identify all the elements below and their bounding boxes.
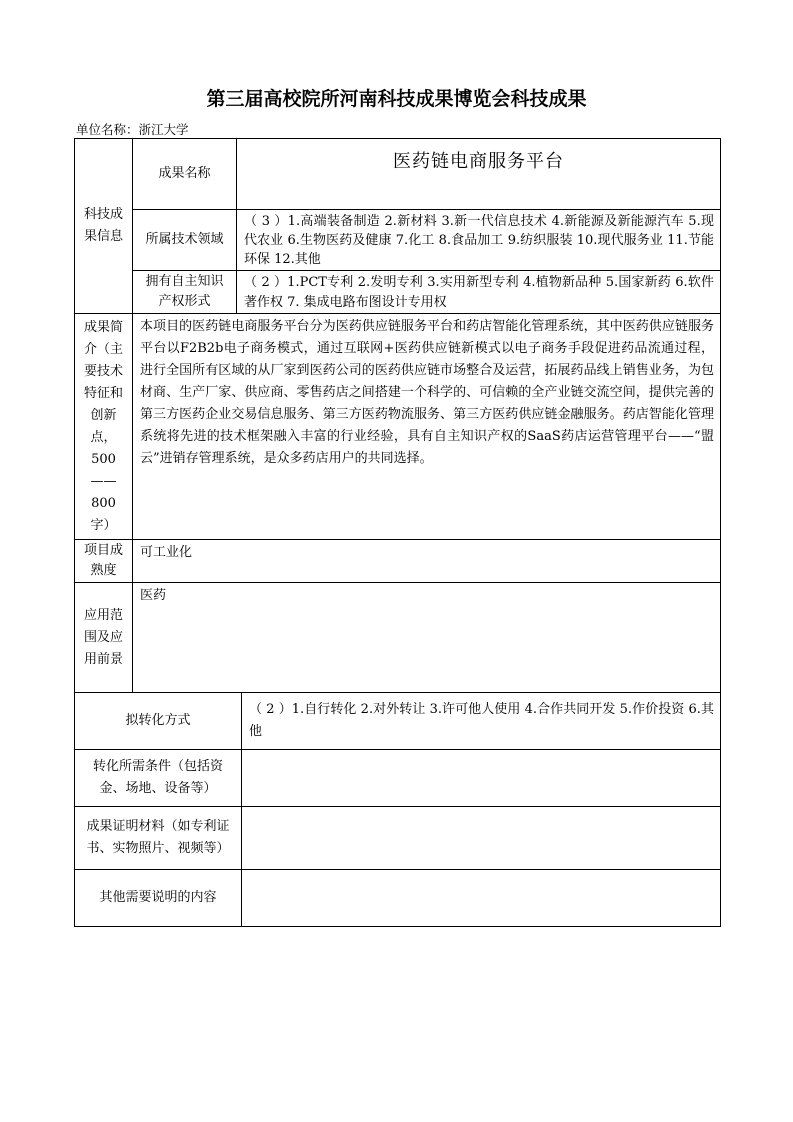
result-name-value: 医药链电商服务平台: [393, 151, 564, 172]
proof-value: [242, 807, 720, 869]
other-label: 其他需要说明的内容: [99, 890, 217, 905]
field-label: 所属技术领域: [145, 232, 224, 247]
conditions-label: 转化所需条件（包括资金、场地、设备等）: [92, 759, 223, 796]
proof-label: 成果证明材料（如专利证书、实物照片、视频等）: [86, 819, 230, 856]
transfer-value: （ 2 ）1.自行转化 2.对外转让 3.许可他人使用 4.合作共同开发 5.作价投资 6.其他: [249, 702, 714, 739]
tech-info-label: 科技成果信息: [83, 207, 123, 244]
maturity-value: 可工业化: [140, 545, 193, 560]
intro-label: 成果简介（主要技术特征和创新点，500——800字）: [83, 319, 123, 533]
transfer-label: 拟转化方式: [125, 713, 191, 728]
result-name-label: 成果名称: [158, 166, 211, 181]
intro-value: 本项目的医药链电商服务平台分为医药供应链服务平台和药店智能化管理系统，其中医药供应链服务平台以F2B2b电子商务模式，通过互联网+医药供应链新模式以电子商务手段促进药品流通过程，进行全国所有区域的从厂家到医药公司的医药供应链市场整合及运营，拓展药品线上销售业务，为包材商、生产厂家、供应商、零售药店之间搭建一个科学的、可信赖的全产业链交流空间，提供完善的第三方医药企业交易信息服务、第三方医药物流服务、第三方医药供应链金融服务。药店智能化管理系统将先进的技术框架融入丰富的行业经验，具有自主知识产权的SaaS药店运营管理平台——“盟云”进销存管理系统，是众多药店用户的共同选择。: [140, 319, 714, 466]
conditions-value: [242, 750, 720, 806]
application-value: 医药: [140, 588, 167, 603]
unit-name: 单位名称：浙江大学: [76, 122, 189, 137]
field-value: （ 3 ）1.高端装备制造 2.新材料 3.新一代信息技术 4.新能源及新能源汽车 5.现代农业 6.生物医药及健康 7.化工 8.食品加工 9.纺织服装 10.现代服务业 11.节能环保 12.其他: [244, 214, 714, 267]
table-border-bottom: [74, 926, 721, 927]
other-value: [242, 870, 720, 926]
ip-value: （ 2 ）1.PCT专利 2.发明专利 3.实用新型专利 4.植物新品种 5.国家新药 6.软件著作权 7. 集成电路布图设计专用权: [244, 275, 714, 310]
ip-label: 拥有自主知识产权形式: [145, 274, 224, 309]
table-border-right: [720, 138, 721, 927]
document-title: 第三届高校院所河南科技成果博览会科技成果: [206, 88, 587, 110]
application-label: 应用范围及应用前景: [83, 607, 123, 667]
maturity-label: 项目成熟度: [83, 543, 123, 578]
